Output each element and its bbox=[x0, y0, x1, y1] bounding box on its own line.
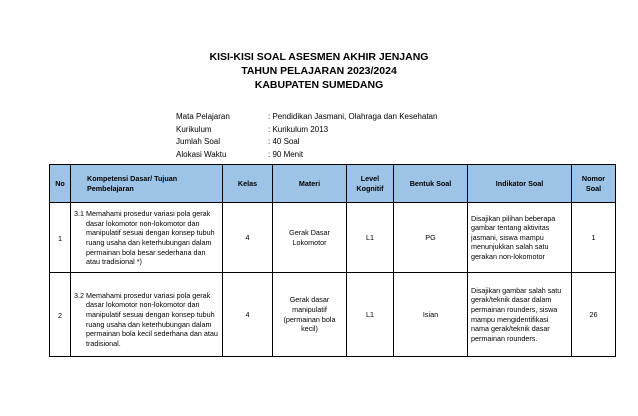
kd-text: Memahami prosedur variasi pola gerak dasar lokomotor non-lokomotor dan manipulatif sesuai dengan konsep tubuh ruang usaha dan keterhubungan dalam permainan bola kecil sederhana dan atau tradisional. bbox=[86, 290, 218, 348]
kd-text: Memahami prosedur variasi pola gerak dasar lokomotor non-lokomotor dan manipulatif sesuai dengan konsep tubuh ruang usaha dan keterhubungan dalam permainan bola besar sederhana dan atau tradisional *) bbox=[86, 209, 215, 267]
cell-kelas: 4 bbox=[223, 273, 273, 357]
kd-number: 3.2 bbox=[74, 290, 84, 300]
cell-level-kognitif: L1 bbox=[347, 203, 394, 273]
header-kompetensi-dasar: Kompetensi Dasar/ Tujuan Pembelajaran bbox=[71, 165, 223, 203]
meta-value: : 40 Soal bbox=[268, 137, 300, 146]
document-meta bbox=[176, 111, 437, 161]
header-level-kognitif: Level Kognitif bbox=[347, 165, 394, 203]
cell-indikator-soal: Disajikan pilihan beberapa gambar tentang aktivitas jasmani, siswa mampu menunjukkan salah satu gerakan non-lokomotor bbox=[468, 203, 572, 273]
meta-label: Alokasi Waktu bbox=[176, 149, 227, 159]
cell-bentuk-soal: Isian bbox=[394, 273, 468, 357]
header-indikator-soal: Indikator Soal bbox=[468, 165, 572, 203]
header-materi: Materi bbox=[273, 165, 347, 203]
meta-row-mata-pelajaran bbox=[176, 111, 437, 124]
kisi-kisi-table bbox=[49, 164, 616, 357]
header-kelas: Kelas bbox=[223, 165, 273, 203]
cell-kompetensi-dasar bbox=[71, 273, 223, 357]
title-line-1: KISI-KISI SOAL ASESMEN AKHIR JENJANG bbox=[209, 51, 429, 63]
cell-nomor-soal: 1 bbox=[572, 203, 616, 273]
cell-no: 2 bbox=[50, 273, 71, 357]
cell-kelas: 4 bbox=[223, 203, 273, 273]
header-bentuk-soal: Bentuk Soal bbox=[394, 165, 468, 203]
meta-label: Kurikulum bbox=[176, 124, 212, 134]
title-line-2: TAHUN PELAJARAN 2023/2024 bbox=[241, 65, 397, 77]
table-header-row bbox=[50, 165, 616, 203]
cell-level-kognitif: L1 bbox=[347, 273, 394, 357]
document-title bbox=[0, 50, 638, 92]
cell-nomor-soal: 26 bbox=[572, 273, 616, 357]
header-no: No bbox=[50, 165, 71, 203]
cell-indikator-soal: Disajikan gambar salah satu gerak/teknik dasar dalam permainan rounders, siswa mampu mengidentifikasi nama gerak/teknik dasar permainan rounders. bbox=[468, 273, 572, 357]
meta-row-kurikulum bbox=[176, 124, 437, 137]
cell-kompetensi-dasar bbox=[71, 203, 223, 273]
cell-materi: Gerak dasar manipulatif (permainan bola kecil) bbox=[273, 273, 347, 357]
cell-materi: Gerak Dasar Lokomotor bbox=[273, 203, 347, 273]
header-nomor-soal: Nomor Soal bbox=[572, 165, 616, 203]
meta-label: Jumlah Soal bbox=[176, 137, 221, 146]
table-row bbox=[50, 273, 616, 357]
meta-value: : 90 Menit bbox=[268, 149, 304, 159]
meta-value: : Pendidikan Jasmani, Olahraga dan Kesehatan bbox=[268, 112, 438, 121]
meta-row-jumlah-soal bbox=[176, 136, 437, 149]
meta-row-alokasi-waktu bbox=[176, 149, 437, 162]
table-row bbox=[50, 203, 616, 273]
meta-label: Mata Pelajaran bbox=[176, 112, 230, 121]
meta-value: : Kurikulum 2013 bbox=[268, 124, 329, 134]
cell-no: 1 bbox=[50, 203, 71, 273]
cell-bentuk-soal: PG bbox=[394, 203, 468, 273]
title-line-3: KABUPATEN SUMEDANG bbox=[254, 79, 384, 91]
kd-number: 3.1 bbox=[74, 209, 84, 219]
